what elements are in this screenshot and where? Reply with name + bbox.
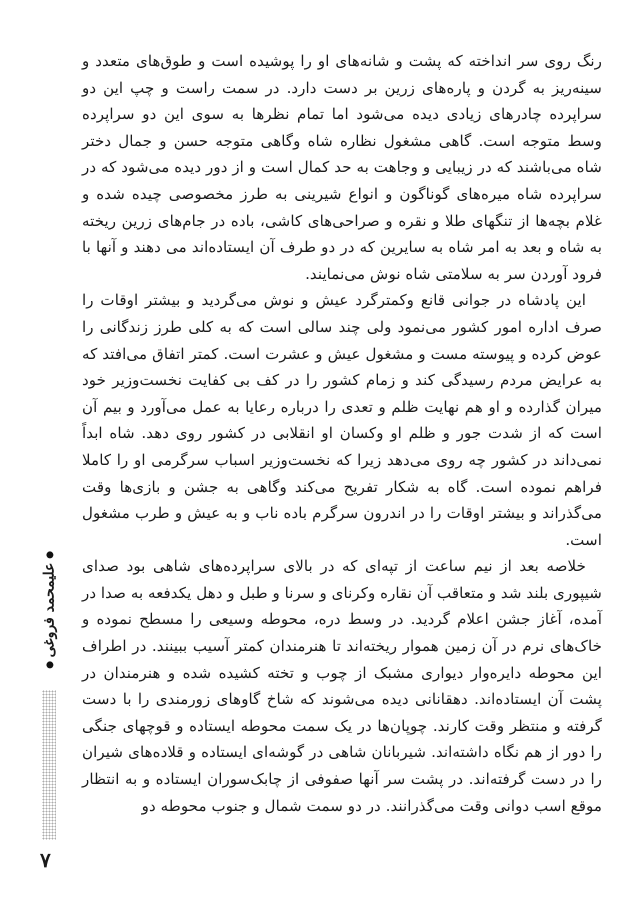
paragraph-1: رنگ روی سر انداخته که پشت و شانه‌های او را پوشیده است و طوق‌های متعدد و سینه‌ریز به گردن و پاره‌های زرین بر دست دارد. در سمت راست و چپ این دو سراپرده چادرهای زیادی دیده می‌شود اما تمام نظرها به سوی این دو سراپرده وسط متوجه است. گاهی مشغول نظاره شاه وگاهی متوجه حسن و جمال دختر شاه می‌باشند که در زیبایی و وجاهت به حد کمال است و از دور دیده می‌شود که در سراپرده شاه میره‌های گوناگون و انواع شیرینی به طرز مخصوصی چیده شده و غلام بچه‌ها از تنگهای طلا و نقره و صراحی‌های کاشی، باده در جام‌های زرین ریخته به شاه و بعد به امر شاه به سایرین که در دو طرف آن ایستاده‌اند می دهند و آنها با فرود آوردن سر به سلامتی شاه نوش می‌نمایند. xyxy=(82,52,602,283)
running-header-text: علیمحمد فروغی xyxy=(41,562,58,658)
paragraph-2: این پادشاه در جوانی قانع وکمترگرد عیش و نوش می‌گردید و بیشتر اوقات را صرف اداره امور کشور می‌نمود ولی چند سالی است که به کلی طرز زندگانی را عوض کرده و پیوسته مست و مشغول عیش و عشرت است. کمتر اتفاق می‌افتد که به عرایض مردم رسیدگی کند و زمام کشور را در کف بی کفایت نخست‌وزیر خود میران گذارده و او هم نهایت ظلم و تعدی را درباره رعایا به عمل می‌آورد و بیم آن است که از شدت جور و ظلم او وکسان او انقلابی در کشور روی دهد. شاه ابداً نمی‌داند در کشور چه روی می‌دهد زیرا که نخست‌وزیر اسباب سرگرمی او را کاملا فراهم نموده است. گاه به شکار تفریح می‌کند وگاهی به جشن و بازی‌ها وقت می‌گذراند و بیشتر اوقات را در اندرون سرگرم باده ناب و به عیش و طرب مشغول است. xyxy=(82,291,602,549)
paragraph-3: خلاصه بعد از نیم ساعت از تپه‌ای که در بالای سراپرده‌های شاهی بود صدای شیپوری بلند شد و متعاقب آن نقاره وکرنای و سرنا و طبل و دهل یکدفعه به صدا در آمده، آغاز جشن اعلام گردید. در وسط دره، محوطه وسیعی را مسطح نموده و خاک‌های نرم در آن زمین هموار ریخته‌اند تا هنرمندان کمتر آسیب ببینند. در اطراف این محوطه دایره‌وار دیواری مشبک از چوب و تخته کشیده شده و هنرمندان در پشت آن ایستاده‌اند. دهقانانی دیده می‌شوند که شاخ گاوهای زورمندی را با دست گرفته و منتظر وقت کارند. چوپان‌ها در یک سمت محوطه ایستاده و قوچهای جنگی را دور از هم نگاه داشته‌اند. شیربانان شاهی در گوشه‌ای ایستاده و قلاده‌های شیران را در دست گرفته‌اند. در پشت سر آنها صفوفی از چابک‌سوران ایستاده و به انتظار موقع اسب دوانی وقت می‌گذرانند. در دو سمت شمال و جنوب محوطه دو xyxy=(82,557,602,815)
page-number: ۷ xyxy=(40,848,51,872)
bullet-dot-icon xyxy=(46,552,53,559)
running-header xyxy=(41,552,57,669)
decorative-dot-pattern xyxy=(42,690,56,840)
body-text xyxy=(82,48,602,819)
side-margin xyxy=(36,540,62,880)
bullet-dot-icon xyxy=(46,661,53,668)
